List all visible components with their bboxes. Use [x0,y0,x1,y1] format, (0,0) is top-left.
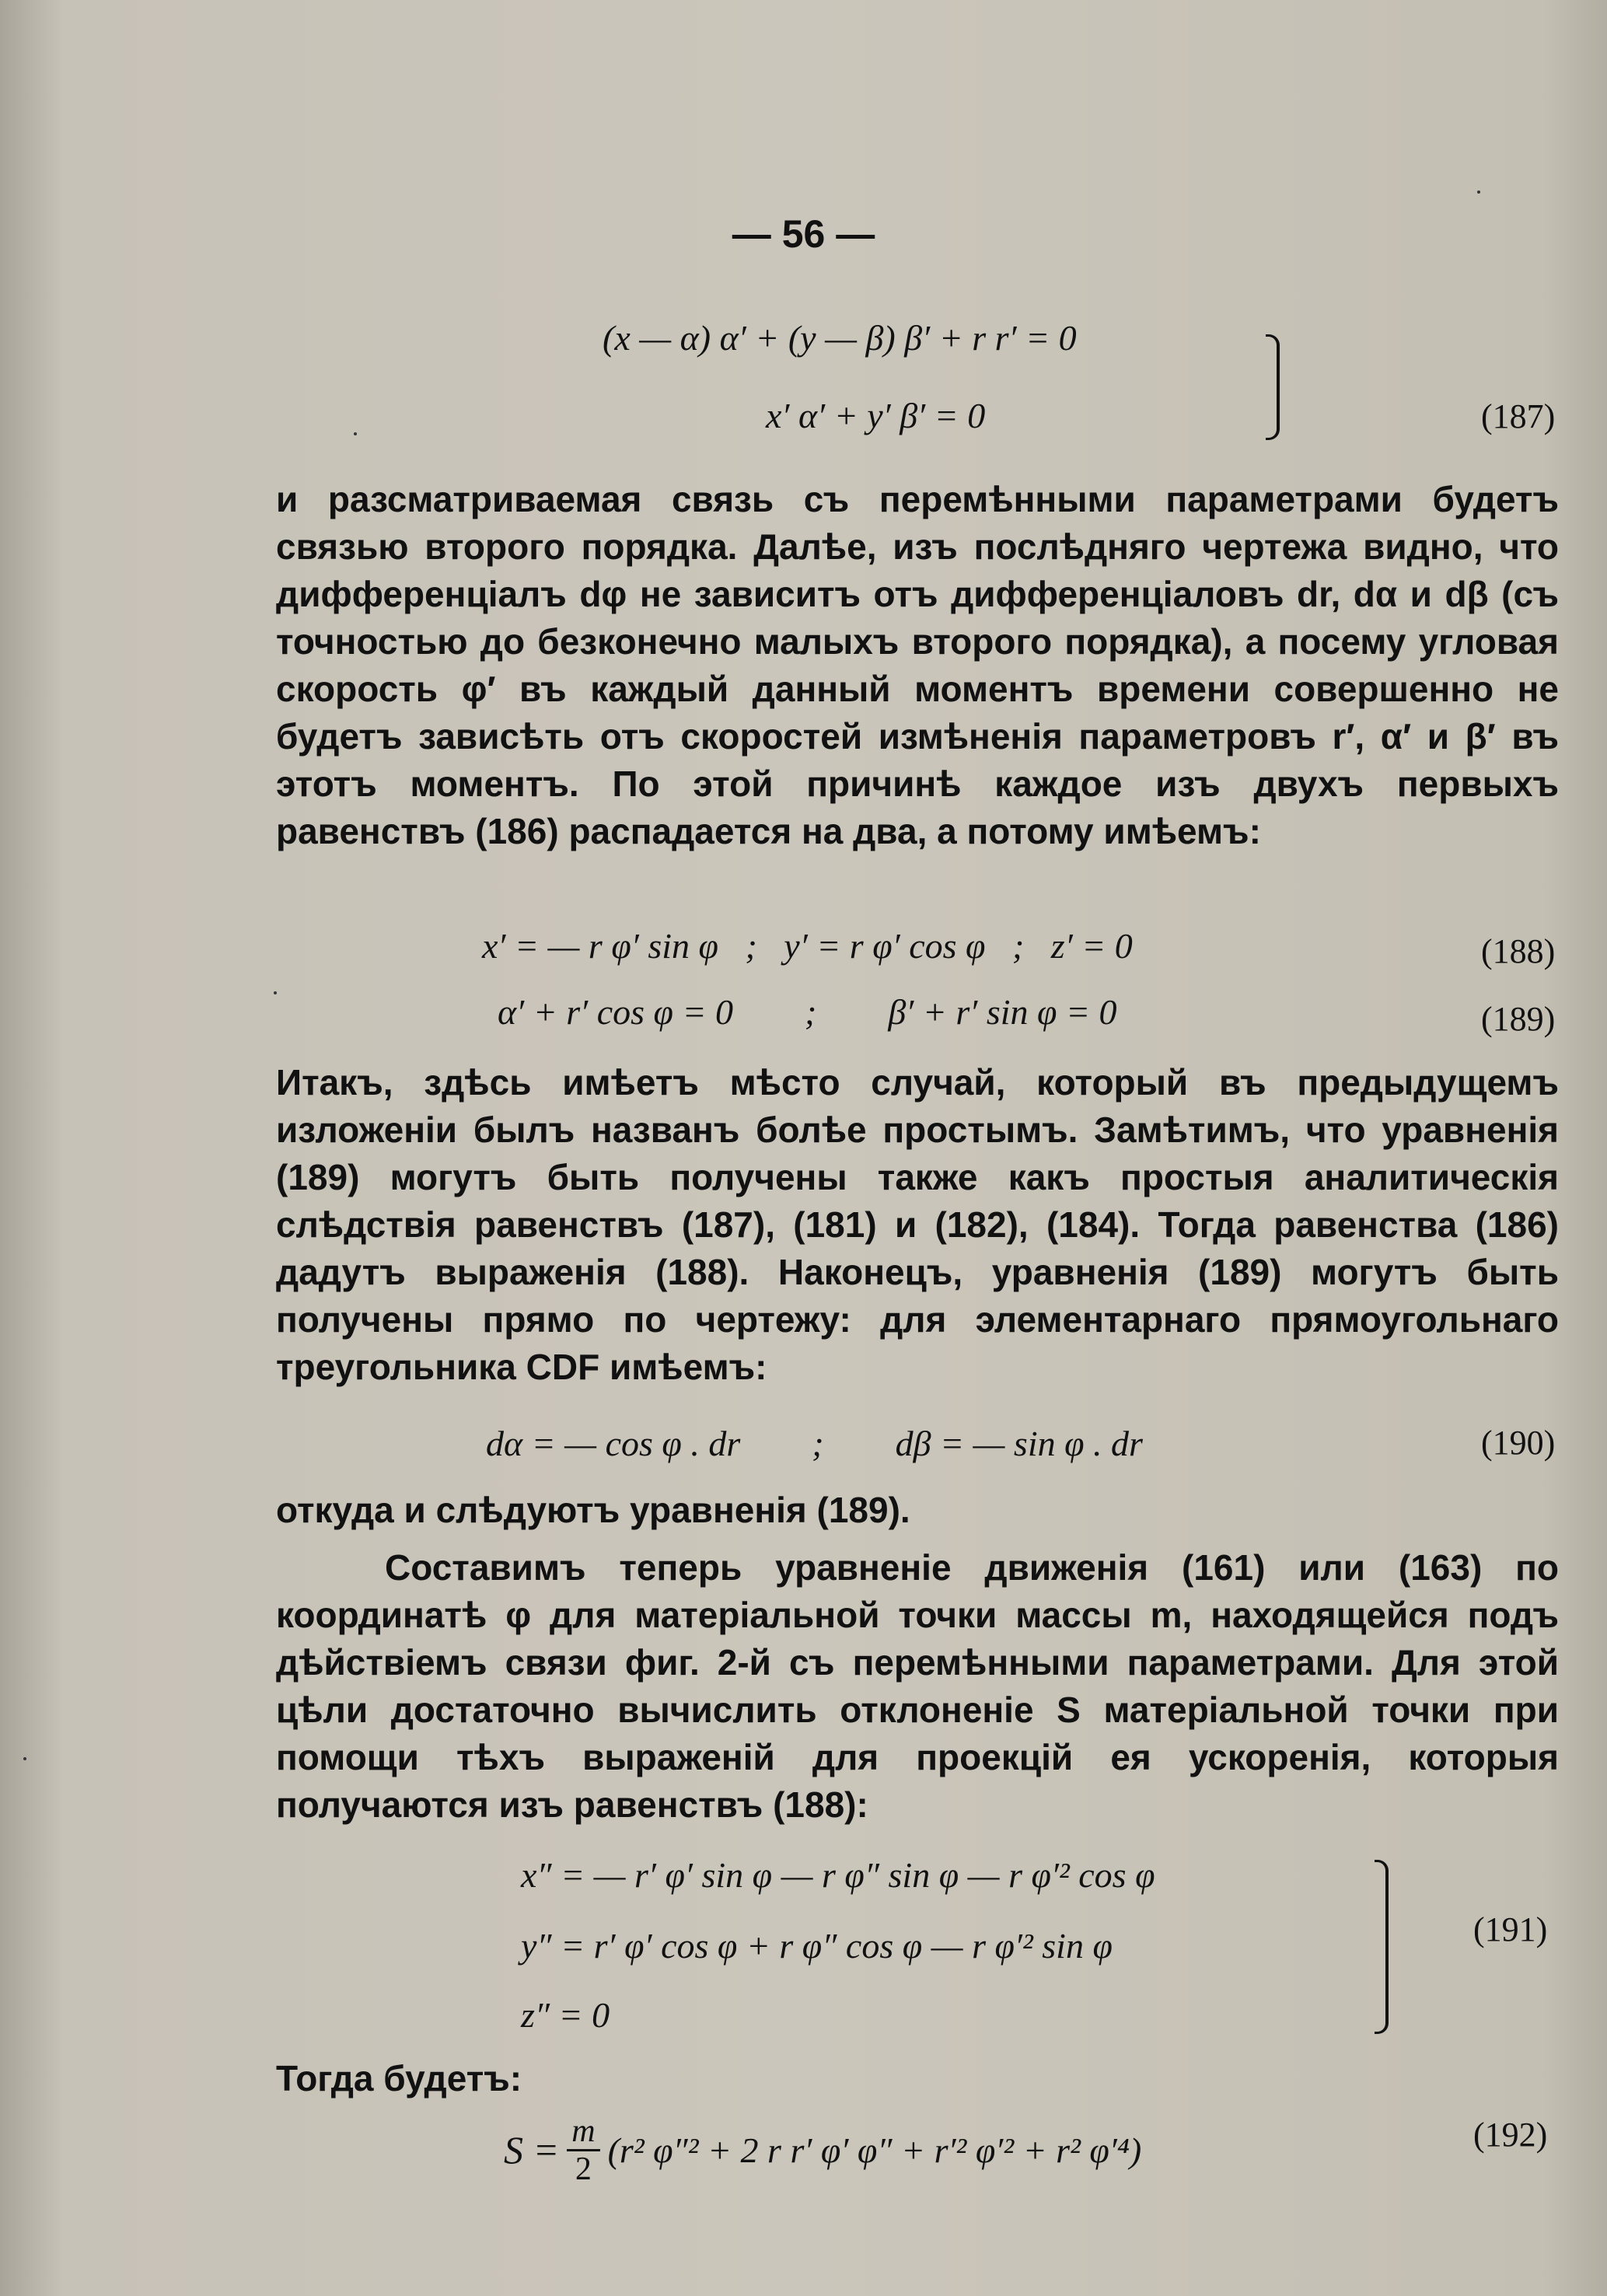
equation-192-numerator: m [567,2113,599,2151]
equation-191-line-3: z″ = 0 [521,1995,610,2035]
equation-190-number: (190) [1481,1424,1556,1462]
equation-187-line-2: x′ α′ + y′ β′ = 0 [766,396,986,435]
scan-speck [354,432,357,435]
equation-191-number: (191) [1473,1910,1548,1948]
equation-191-line-1: x″ = — r′ φ′ sin φ — r φ″ sin φ — r φ′² cos φ [521,1855,1155,1895]
page-number: — 56 — [732,212,875,256]
equation-189-number: (189) [1481,1000,1556,1038]
equation-187-brace [1266,334,1280,440]
paragraph-2: Итакъ, здѣсь имѣетъ мѣсто случай, который въ предыдущемъ изложеніи былъ названъ болѣе простымъ. Замѣтимъ, что уравненія (189) могутъ быть получены также какъ простыя аналитическія слѣдствія равенствъ (187), (181) и (182), (184). Тогда равенства (186) дадутъ выраженія (188). Наконецъ, уравненія (189) могутъ быть получены прямо по чертежу: для элементарнаго прямоугольнаго треугольника CDF имѣемъ: [276,1062,1559,1387]
scan-speck [23,1757,26,1760]
scan-speck [274,991,277,994]
equation-189: α′ + r′ cos φ = 0 ; β′ + r′ sin φ = 0 [498,992,1117,1032]
equation-192-rhs: (r² φ″² + 2 r r′ φ′ φ″ + r′² φ′² + r² φ′⁴) [607,2130,1142,2170]
equation-191-line-2: y″ = r′ φ′ cos φ + r φ″ cos φ — r φ′² sin φ [521,1926,1113,1966]
paragraph-4: Составимъ теперь уравненіе движенія (161) или (163) по координатѣ φ для матеріальной точки массы m, находящейся подъ дѣйствіемъ связи фиг. 2-й съ перемѣнными параметрами. Для этой цѣли достаточно вычислить отклоненіе S матеріальной точки при помощи тѣхъ выраженій для проекцій ея ускоренія, которыя получаются изъ равенствъ (188): [276,1547,1559,1825]
paragraph-1: и разсматриваемая связь съ перемѣнными параметрами будетъ связью второго порядка. Далѣе, изъ послѣдняго чертежа видно, что дифференціалъ dφ не зависитъ отъ дифференціаловъ dr, dα и dβ (съ точностью до безконечно малыхъ второго порядка), а посему угловая скорость φ′ въ каждый данный моментъ времени совершенно не будетъ зависѣть отъ скоростей измѣненія параметровъ r′, α′ и β′ въ этотъ моментъ. По этой причинѣ каждое изъ двухъ первыхъ равенствъ (186) распадается на два, а потому имѣемъ: [276,479,1559,851]
equation-192-number: (192) [1473,2116,1548,2154]
equation-188-number: (188) [1481,932,1556,970]
equation-187-number: (187) [1481,397,1556,435]
scan-speck [1477,190,1480,194]
equation-191-brace [1375,1860,1389,2034]
equation-190: dα = — cos φ . dr ; dβ = — sin φ . dr [486,1424,1143,1463]
paragraph-3: откуда и слѣдуютъ уравненія (189). [276,1490,910,1530]
equation-187-line-1: (x — α) α′ + (y — β) β′ + r r′ = 0 [603,318,1077,358]
equation-192-lhs: S = [504,2128,560,2172]
equation-188: x′ = — r φ′ sin φ ; y′ = r φ′ cos φ ; z′ = 0 [482,926,1133,966]
equation-192-denominator: 2 [575,2151,592,2187]
paragraph-5: Тогда будетъ: [276,2058,522,2099]
equation-192-fraction [567,2113,599,2187]
equation-192 [504,2107,1141,2193]
